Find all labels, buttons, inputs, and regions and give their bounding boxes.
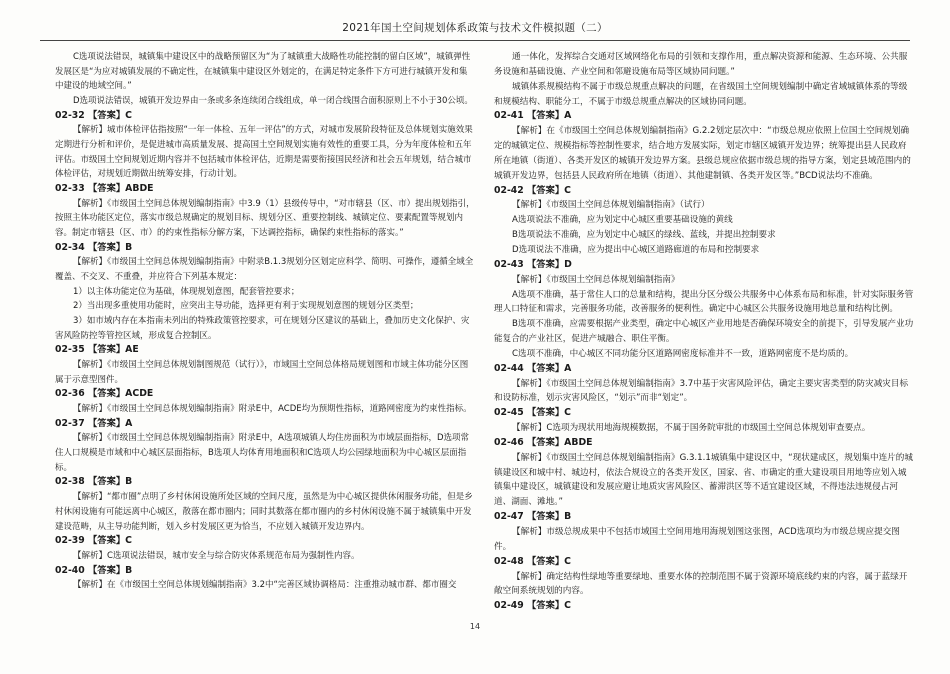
paragraph: 城镇体系规模结构不属于市级总规重点解决的问题，在省级国土空间规划编制中确定省域城镇体系的等级和规模结构、职能分工，不属于市级总规重点解决的区域协同问题。 bbox=[494, 81, 908, 107]
answer-label: 【答案】C bbox=[87, 535, 132, 547]
answer-label: 【答案】A bbox=[87, 417, 133, 429]
paragraph: B选项不准确，应需要根据产业类型，确定中心城区产业用地是否确保环境安全的前提下，引导发展产业功能复合的产业社区，促进产城融合、职住平衡。 bbox=[494, 319, 914, 345]
question-number: 02-36 bbox=[55, 388, 85, 400]
question-answer-line bbox=[55, 182, 475, 197]
page-number: 14 bbox=[469, 622, 481, 631]
question-answer-line bbox=[55, 417, 475, 432]
paragraph: 【解析】C选项为现状用地海规模数据，不属于国务院审批的市级国土空间总体规划审查要点。 bbox=[512, 423, 871, 434]
header-divider bbox=[40, 40, 910, 41]
paragraph: 【解析】《市级国土空间总体规划编制指南》（试行） bbox=[512, 200, 710, 211]
paragraph: 通一体化，发挥综合交通对区域网络化布局的引领和支撑作用，重点解决资源和能源、生态环境、公共服务设施和基础设施、产业空间和邻避设施布局等区域协同问题。” bbox=[494, 52, 908, 77]
paragraph: C选项不准确，中心城区不同功能分区道路网密度标准并不一致，道路网密度不是均质的。 bbox=[512, 348, 854, 359]
question-answer-line bbox=[55, 475, 475, 490]
question-number: 02-38 bbox=[55, 476, 85, 488]
paragraph: 【解析】确定结构性绿地等重要绿地、重要水体的控制范围不属于资源环境底线约束的内容，属于蓝绿开敞空间系统规划的内容。 bbox=[494, 571, 908, 597]
left-column bbox=[55, 50, 475, 593]
paragraph: D选项说法不准确，应为提出中心城区道路廊道的布局和控制要求 bbox=[512, 244, 760, 255]
question-answer-line bbox=[494, 109, 914, 124]
question-answer-line bbox=[494, 510, 914, 525]
question-number: 02-49 bbox=[494, 600, 524, 612]
answer-label: 【答案】C bbox=[526, 184, 571, 196]
paragraph: D选项说法错误，城镇开发边界由一条或多条连续闭合线组成，单一闭合线围合面积原则上不小于30公顷。 bbox=[73, 96, 473, 107]
answer-label: 【答案】C bbox=[526, 555, 571, 567]
question-number: 02-37 bbox=[55, 417, 85, 429]
question-number: 02-46 bbox=[494, 436, 524, 448]
paragraph: B选项说法不准确，应为划定中心城区的绿线、蓝线，并提出控制要求 bbox=[512, 230, 776, 241]
question-number: 02-47 bbox=[494, 511, 524, 523]
question-answer-line bbox=[494, 184, 914, 199]
answer-label: 【答案】ACDE bbox=[87, 388, 154, 400]
question-number: 02-42 bbox=[494, 184, 524, 196]
question-answer-line bbox=[494, 406, 914, 421]
answer-label: 【答案】B bbox=[87, 241, 133, 253]
paragraph: 【解析】《市级国土空间总体规划编制指南》 bbox=[512, 274, 680, 285]
paragraph: 【解析】《市级国土空间总体规划编制指南》附录E中，ACDE均为预期性指标，道路网密度为约束性指标。 bbox=[73, 404, 472, 415]
answer-label: 【答案】ABDE bbox=[526, 436, 593, 448]
question-answer-line bbox=[494, 362, 914, 377]
question-number: 02-45 bbox=[494, 407, 524, 419]
question-answer-line bbox=[55, 109, 475, 124]
paragraph: 【解析】《市级国土空间总体规划编制指南》中附录B.1.3规划分区划定应科学、简明、可操作，遵循全域全覆盖、不交叉、不重叠，并应符合下列基本规定： bbox=[55, 257, 474, 283]
question-number: 02-34 bbox=[55, 241, 85, 253]
question-number: 02-33 bbox=[55, 183, 85, 195]
question-number: 02-40 bbox=[55, 564, 85, 576]
paragraph: A选项说法不准确，应为划定中心城区重要基础设施的黄线 bbox=[512, 215, 733, 226]
paragraph: 【解析】城市体检评估指按照“一年一体检、五年一评估”的方式，对城市发展阶段特征及总体规划实施效果定期进行分析和评价，是促进城市高质量发展、提高国土空间规划实施有效性的重要工具，分为年度体检和五年评估。市级国土空间规划近期内容并不包括城市体检评估，近期是需要衔接国民经济和社会五年规划，结合城市体检评估，对规划近期做出统筹安排，行动计划。 bbox=[55, 125, 473, 180]
question-answer-line bbox=[55, 343, 475, 358]
page-header-title: 2021年国土空间规划体系政策与技术文件模拟题（二） bbox=[342, 22, 608, 34]
question-answer-line bbox=[494, 555, 914, 570]
question-answer-line bbox=[55, 241, 475, 256]
paragraph: 【解析】《市级国土空间总体规划编制指南》中3.9（1）县级传导中，“对市辖县（区、市）提出规划指引，按照主体功能区定位，落实市级总规确定的规划目标、规划分区、重要控制线、城镇定位、要素配置等规划内容。制定市辖县（区、市）的约束性指标分解方案，下达调控指标，确保约束性指标的落实。” bbox=[55, 198, 475, 239]
paragraph: A选项不准确，基于常住人口的总量和结构，提出分区分级公共服务中心体系布局和标准，针对实际服务管理人口特征和需求，完善服务功能，改善服务的便利性。确定中心城区公共服务设施用地总量和结构比例。 bbox=[494, 289, 914, 315]
question-answer-line bbox=[55, 534, 475, 549]
answer-label: 【答案】A bbox=[526, 362, 572, 374]
answer-label: 【答案】D bbox=[526, 258, 572, 270]
question-number: 02-44 bbox=[494, 362, 524, 374]
paragraph: 【解析】《市级国土空间总体规划制图规范（试行）》，市域国土空间总体格局规划图和市域主体功能分区图属于示意型图件。 bbox=[55, 360, 469, 385]
paragraph: 【解析】C选项说法错误，城市安全与综合防灾体系规范布局为强制性内容。 bbox=[73, 550, 360, 561]
paragraph: 1）以主体功能定位为基础，体现规划意图，配套管控要求； bbox=[73, 286, 300, 297]
paragraph: 【解析】“都市圈”点明了乡村休闲设施所处区域的空间尺度，虽然是为中心城区提供休闲服务功能，但是乡村休闲设施有可能远离中心城区，散落在都市圈内；同时其数落在都市圈内的乡村休闲设施不属于城镇集中开发建设范畴，从主导功能判断，划入乡村发展区更为恰当，不应划入城镇开发边界内。 bbox=[55, 492, 473, 532]
paragraph: 2）当出现多重使用功能时，应突出主导功能，选择更有利于实现规划意图的规划分区类型； bbox=[73, 301, 419, 312]
question-answer-line bbox=[494, 258, 914, 273]
paragraph: 【解析】《市级国土空间总体规划编制指南》G.3.1.1城镇集中建设区中，“现状建成区，规划集中连片的城镇建设区和城中村、城边村，依法合规设立的各类开发区，国家、省、市确定的重大建设项目用地等应划入城镇集中建设区，城镇建设和发展应避让地质灾害风险区、蓄滞洪区等不适宜建设区域，不得违法违规侵占河道、湖面、滩地。” bbox=[494, 452, 913, 508]
right-column bbox=[494, 50, 914, 614]
question-answer-line bbox=[494, 599, 914, 614]
question-number: 02-48 bbox=[494, 555, 524, 567]
answer-label: 【答案】AE bbox=[87, 344, 139, 356]
paragraph: 【解析】《市级国土空间总体规划编制指南》3.7中基于灾害风险评估，确定主要灾害类型的防灾减灾目标和设防标准，划示灾害风险区，“划示”而非“划定”。 bbox=[494, 378, 909, 404]
paragraph: 【解析】《市级国土空间总体规划编制指南》附录E中，A选项城镇人均住房面积为市域层面指标，D选项常住人口规模是市域和中心城区层面指标，B选项人均体育用地面积和C选项人均公园绿地面积为中心城区层面指标。 bbox=[55, 433, 469, 473]
answer-label: 【答案】B bbox=[526, 511, 572, 523]
question-number: 02-35 bbox=[55, 344, 85, 356]
answer-label: 【答案】A bbox=[526, 110, 572, 122]
answer-label: 【答案】B bbox=[87, 564, 133, 576]
answer-label: 【答案】ABDE bbox=[87, 183, 154, 195]
answer-label: 【答案】B bbox=[87, 476, 133, 488]
question-answer-line bbox=[55, 387, 475, 402]
answer-label: 【答案】C bbox=[87, 109, 132, 121]
question-answer-line bbox=[494, 436, 914, 451]
question-answer-line bbox=[55, 564, 475, 579]
paragraph: 3）如市域内存在本指南未列出的特殊政策管控要求，可在规划分区建议的基础上，叠加历史文化保护、灾害风险防控等管控区域，形成复合控制区。 bbox=[55, 316, 470, 341]
paragraph: C选项说法错误，城镇集中建设区中的战略预留区为“为了城镇重大战略性功能控制的留白区域”，城镇弹性发展区是“为应对城镇发展的不确定性，在城镇集中建设区外划定的，在满足特定条件下方可进行城镇开发和集中建设的地域空间。” bbox=[55, 52, 471, 92]
paragraph: 【解析】在《市级国土空间总体规划编制指南》G.2.2划定层次中：“市级总规应依照上位国土空间规划确定的城镇定位、规模指标等控制性要求，结合地方发展实际，划定市辖区城镇开发边界；统筹提出县人民政府所在地镇（街道）、各类开发区的城镇开发边界方案。县级总规应依据市级总规的指导方案，划定县域范围内的城镇开发边界，包括县人民政府所在地镇（街道）、其他建制镇、各类开发区等。”BCD说法均不准确。 bbox=[494, 126, 911, 181]
question-number: 02-39 bbox=[55, 535, 85, 547]
paragraph: 【解析】市级总规成果中不包括市域国土空间用地用海规划图这张图，ACD选项均为市级总规应提交图件。 bbox=[494, 527, 900, 552]
question-number: 02-43 bbox=[494, 258, 524, 270]
question-number: 02-41 bbox=[494, 110, 524, 122]
answer-label: 【答案】C bbox=[526, 407, 571, 419]
question-number: 02-32 bbox=[55, 109, 85, 121]
paragraph: 【解析】在《市级国土空间总体规划编制指南》3.2中“完善区域协调格局：注重推动城市群、都市圈交 bbox=[73, 580, 457, 591]
answer-label: 【答案】C bbox=[526, 600, 571, 612]
